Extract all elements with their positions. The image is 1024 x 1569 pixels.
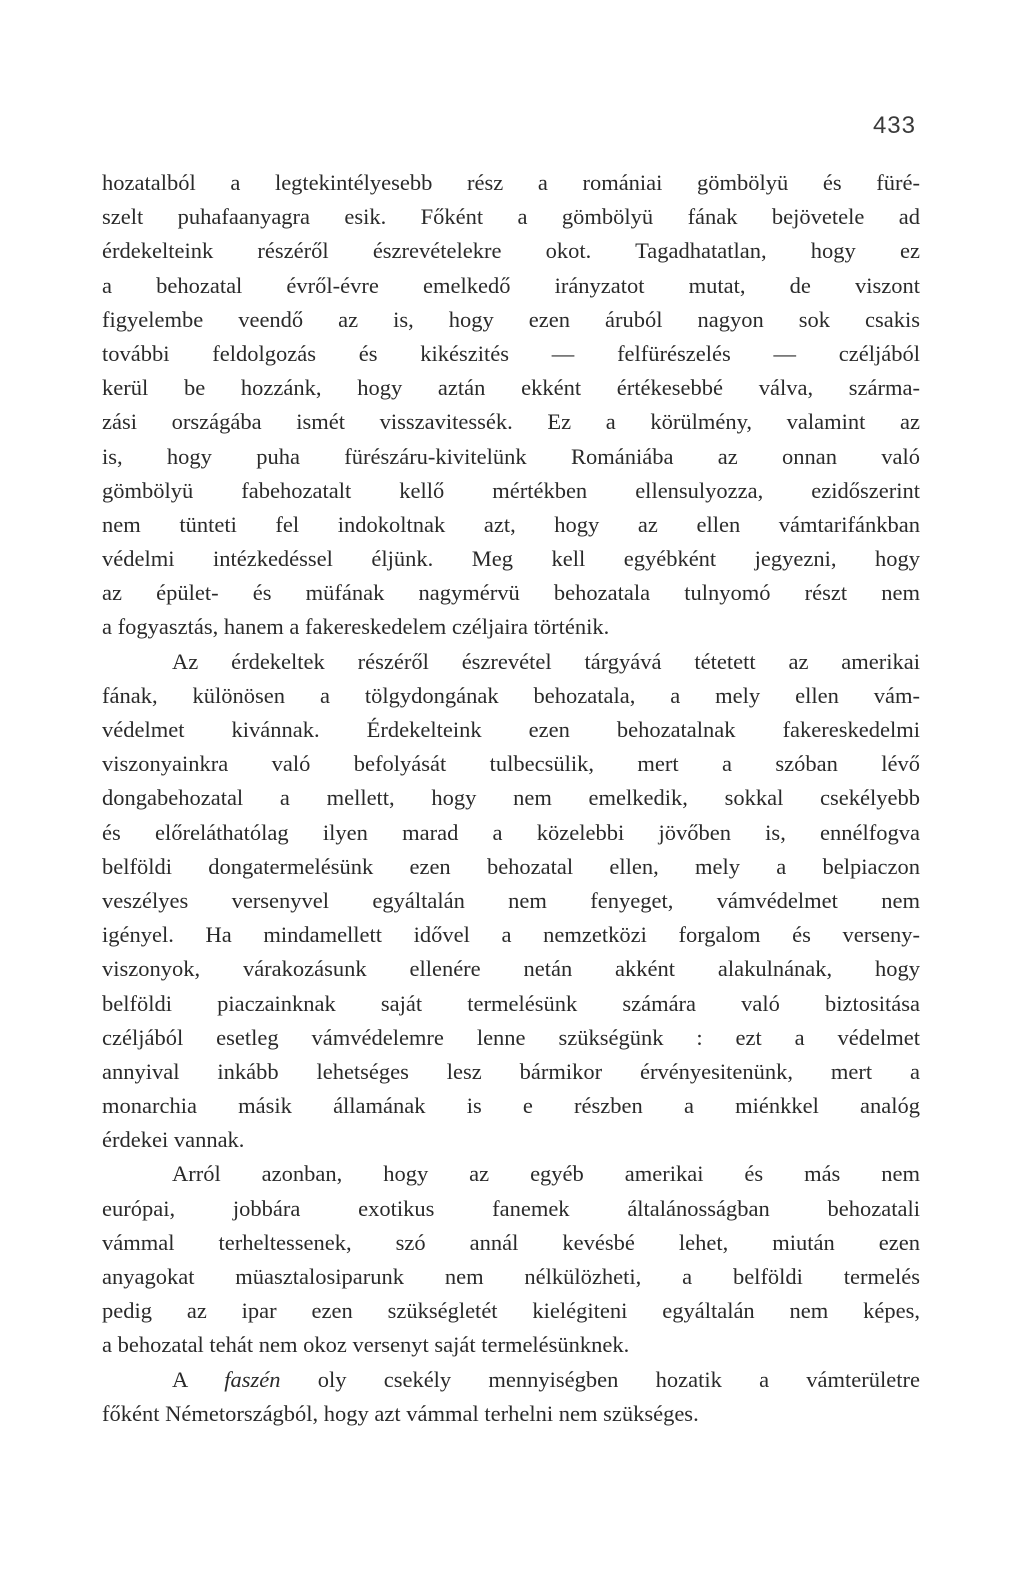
text-line: belföldi dongatermelésünk ezen behozatal ellen, mely a belpiaczon <box>102 853 920 879</box>
text-line: kerül be hozzánk, hogy aztán ekként értékesebbé válva, szárma- <box>102 375 920 401</box>
italic-term: faszén <box>224 1366 281 1392</box>
text-line: Az érdekeltek részéről észrevétel tárgyává tétetett az amerikai <box>172 648 920 674</box>
text-line: Arról azonban, hogy az egyéb amerikai és más nem <box>172 1161 920 1187</box>
text-line: védelmi intézkedéssel éljünk. Meg kell egyébként jegyezni, hogy <box>102 546 920 572</box>
text-line: európai, jobbára exotikus fanemek általánosságban behozatali <box>102 1195 920 1221</box>
text-line: dongabehozatal a mellett, hogy nem emelkedik, sokkal csekélyebb <box>102 785 920 811</box>
text-line: viszonyainkra való befolyását tulbecsülik, mert a szóban lévő <box>102 751 920 777</box>
text-line: további feldolgozás és kikészités — felfürészelés — czéljából <box>102 340 920 366</box>
text-line: igényel. Ha mindamellett idővel a nemzetközi forgalom és verseny- <box>102 922 920 948</box>
text-line: érdekelteink részéről észrevételekre okot. Tagadhatatlan, hogy ez <box>102 238 920 264</box>
text-line: monarchia másik államának is e részben a miénkkel analóg <box>102 1093 920 1119</box>
text-line: és előreláthatólag ilyen marad a közelebbi jövőben is, ennélfogva <box>102 819 920 845</box>
text-line: zási országába ismét visszavitessék. Ez a körülmény, valamint az <box>102 409 920 435</box>
body-text <box>102 166 920 1431</box>
text-line: anyagokat müasztalosiparunk nem nélkülözheti, a belföldi termelés <box>102 1264 920 1289</box>
text-line: szelt puhafaanyagra esik. Főként a gömbölyü fának bejövetele ad <box>102 204 920 230</box>
text-run: A <box>172 1366 225 1392</box>
text-line: pedig az ipar ezen szükségletét kielégiteni egyáltalán nem képes, <box>102 1298 920 1324</box>
text-line: nem tünteti fel indokoltnak azt, hogy az ellen vámtarifánkban <box>102 511 920 537</box>
text-run: oly csekély mennyiségben hozatik a vámterületre <box>280 1366 920 1392</box>
text-line: védelmet kivánnak. Érdekelteink ezen behozatalnak fakereskedelmi <box>102 717 920 742</box>
text-line: fának, különösen a tölgydongának behozatala, a mely ellen vám- <box>102 682 920 708</box>
text-line-with-italic <box>102 1363 920 1397</box>
text-line: veszélyes versenyvel egyáltalán nem fenyeget, vámvédelmet nem <box>102 887 920 913</box>
text-line: hozatalból a legtekintélyesebb rész a romániai gömbölyü és füré- <box>102 170 920 195</box>
text-line: figyelembe veendő az is, hogy ezen áruból nagyon sok csakis <box>102 306 920 332</box>
text-line: érdekei vannak. <box>102 1127 245 1153</box>
page-number: 433 <box>872 112 916 139</box>
text-line: az épület- és müfának nagymérvü behozatala tulnyomó részt nem <box>102 580 920 606</box>
text-line: a fogyasztás, hanem a fakereskedelem czéljaira történik. <box>102 614 610 640</box>
text-line: annyival inkább lehetséges lesz bármikor érvényesitenünk, mert a <box>102 1058 920 1084</box>
text-line: is, hogy puha fürészáru-kivitelünk Romániába az onnan való <box>102 443 920 469</box>
text-line: a behozatal évről-évre emelkedő irányzatot mutat, de viszont <box>102 272 920 298</box>
text-line: vámmal terheltessenek, szó annál kevésbé lehet, miután ezen <box>102 1229 920 1255</box>
text-line: a behozatal tehát nem okoz versenyt saját termelésünknek. <box>102 1332 630 1358</box>
text-line: czéljából esetleg vámvédelemre lenne szükségünk : ezt a védelmet <box>102 1024 920 1050</box>
text-line: viszonyok, várakozásunk ellenére netán akként alakulnának, hogy <box>102 956 920 982</box>
text-line: főként Németországból, hogy azt vámmal terhelni nem szükséges. <box>102 1400 699 1426</box>
text-line: belföldi piaczainknak saját termelésünk számára való biztositása <box>102 990 920 1016</box>
text-line: gömbölyü fabehozatalt kellő mértékben ellensulyozza, ezidőszerint <box>102 477 920 503</box>
